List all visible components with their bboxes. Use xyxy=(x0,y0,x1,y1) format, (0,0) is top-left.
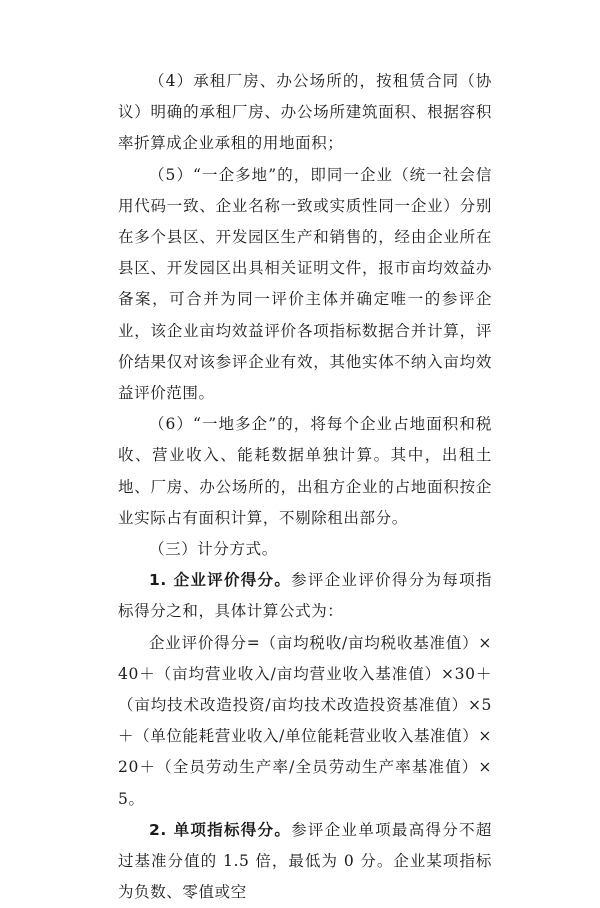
paragraph-enterprise-score xyxy=(118,565,492,627)
paragraph-single-indicator-score xyxy=(118,815,492,908)
paragraph-text: （4）承租厂房、办公场所的，按租赁合同（协议）明确的承租厂房、办公场所建筑面积、根据容积率折算成企业承租的用地面积； xyxy=(118,72,492,153)
section-heading-text: （三）计分方式。 xyxy=(149,540,278,559)
bold-lead-text: 1. 企业评价得分。 xyxy=(149,571,292,590)
paragraph-item-6 xyxy=(118,409,492,534)
document-body xyxy=(118,66,492,908)
paragraph-item-4 xyxy=(118,66,492,160)
paragraph-item-5 xyxy=(118,160,492,410)
paragraph-text: （5）“一企多地”的，即同一企业（统一社会信用代码一致、企业名称一致或实质性同一企业）分别在多个县区、开发园区生产和销售的，经由企业所在县区、开发园区出具相关证明文件，报市亩均效益办备案，可合并为同一评价主体并确定唯一的参评企业，该企业亩均效益评价各项指标数据合并计算，评价结果仅对该参评企业有效，其他实体不纳入亩均效益评价范围。 xyxy=(118,165,492,403)
paragraph-text: （6）“一地多企”的，将每个企业占地面积和税收、营业收入、能耗数据单独计算。其中，出租土地、厂房、办公场所的，出租方企业的占地面积按企业实际占有面积计算，不剔除租出部分。 xyxy=(118,415,492,527)
bold-lead-text: 2. 单项指标得分。 xyxy=(149,820,292,839)
paragraph-text: 参评企业单项最高得分不超过基准分值的 1.5 倍，最低为 0 分。企业某项指标为负数、零值或空 xyxy=(118,820,492,902)
formula-text: 企业评价得分=（亩均税收/亩均税收基准值）×40＋（亩均营业收入/亩均营业收入基准值）×30＋（亩均技术改造投资/亩均技术改造投资基准值）×5＋（单位能耗营业收入/单位能耗营业收入基准值）×20＋（全员劳动生产率/全员劳动生产率基准值）×5。 xyxy=(118,633,492,808)
paragraph-formula xyxy=(118,628,492,815)
paragraph-text: 参评企业评价得分为每项指标得分之和，具体计算公式为： xyxy=(118,571,492,621)
section-heading-scoring xyxy=(118,534,492,565)
